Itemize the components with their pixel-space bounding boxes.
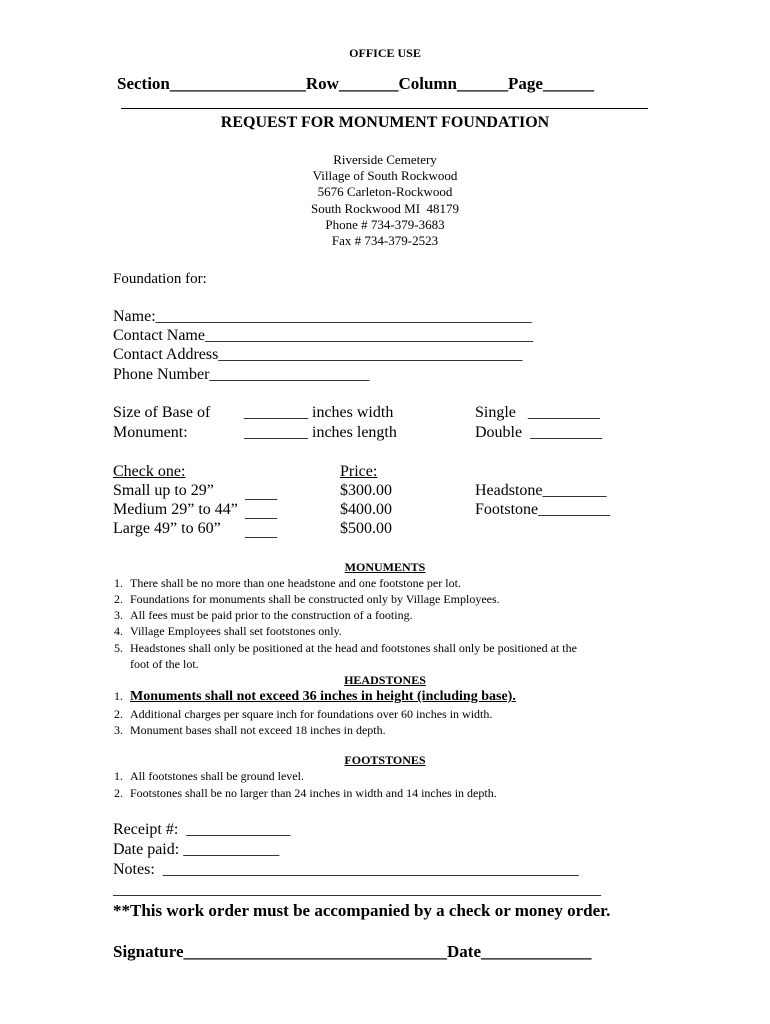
single-field[interactable]: Single _________ [475,404,600,421]
notes-field-line-2[interactable]: _____________________________________________________________ [113,881,601,898]
contact-address-field[interactable]: Contact Address______________________________________ [113,346,523,363]
check-money-order-warning: **This work order must be accompanied by a check or money order. [113,901,611,920]
cemetery-name: Riverside Cemetery [333,152,437,167]
monuments-rule-2: 2. Foundations for monuments shall be constructed only by Village Employees. [114,592,500,606]
headstones-rule-1: 1. Monuments shall not exceed 36 inches in height (including base). [114,689,516,704]
phone-number-field[interactable]: Phone Number____________________ [113,366,370,383]
divider [121,108,648,109]
price-large: $500.00 [340,520,392,537]
headstones-rule-3: 3. Monument bases shall not exceed 18 inches in depth. [114,723,386,737]
inches-width-field[interactable]: ________ inches width [244,404,394,421]
size-medium-label: Medium 29” to 44” [113,501,238,518]
city-state-zip: South Rockwood MI 48179 [310,201,460,216]
monuments-rule-3: 3. All fees must be paid prior to the construction of a footing. [114,608,413,622]
double-field[interactable]: Double _________ [475,424,603,441]
monuments-heading: MONUMENTS [344,560,426,574]
village-name: Village of South Rockwood [312,168,458,183]
signature-date-field[interactable]: Signature_______________________________Date_____________ [113,942,592,961]
contact-name-field[interactable]: Contact Name_________________________________________ [113,327,533,344]
name-field[interactable]: Name:_______________________________________________ [113,308,532,325]
size-small-label: Small up to 29” [113,482,214,499]
medium-check-blank[interactable]: ____ [245,504,277,521]
monument-label: Monument: [113,424,188,441]
headstone-field[interactable]: Headstone________ [475,482,607,499]
footstones-rule-2: 2. Footstones shall be no larger than 24 inches in width and 14 inches in depth. [114,786,497,800]
form-title: REQUEST FOR MONUMENT FOUNDATION [220,114,550,131]
large-check-blank[interactable]: ____ [245,523,277,540]
small-check-blank[interactable]: ____ [245,485,277,502]
inches-length-field[interactable]: ________ inches length [244,424,397,441]
price-small: $300.00 [340,482,392,499]
office-section-row-line: Section________________Row_______Column______Page______ [117,74,594,93]
monuments-rule-5: 5. Headstones shall only be positioned at the head and footstones shall only be positioned at the [114,641,577,655]
size-large-label: Large 49” to 60” [113,520,221,537]
check-one-heading: Check one: [113,463,186,480]
monuments-rule-1: 1. There shall be no more than one headstone and one footstone per lot. [114,576,461,590]
street-address: 5676 Carleton-Rockwood [317,184,453,199]
footstone-field[interactable]: Footstone_________ [475,501,611,518]
price-medium: $400.00 [340,501,392,518]
footstones-heading: FOOTSTONES [344,753,426,767]
price-heading: Price: [340,463,378,480]
monuments-rule-5-cont: foot of the lot. [130,657,199,671]
office-use-label: OFFICE USE [349,46,421,60]
headstones-rule-2: 2. Additional charges per square inch for foundations over 60 inches in width. [114,707,493,721]
headstones-heading: HEADSTONES [344,673,426,687]
date-paid-field[interactable]: Date paid: ____________ [113,841,280,858]
monuments-rule-4: 4. Village Employees shall set footstones only. [114,624,342,638]
phone-number-text: Phone # 734-379-3683 [325,217,445,232]
foundation-for-label: Foundation for: [113,271,207,287]
notes-field[interactable]: Notes: ____________________________________________________ [113,861,579,878]
fax-number-text: Fax # 734-379-2523 [331,233,439,248]
footstones-rule-1: 1. All footstones shall be ground level. [114,769,304,783]
receipt-number-field[interactable]: Receipt #: _____________ [113,821,291,838]
size-of-base-label: Size of Base of [113,404,211,421]
